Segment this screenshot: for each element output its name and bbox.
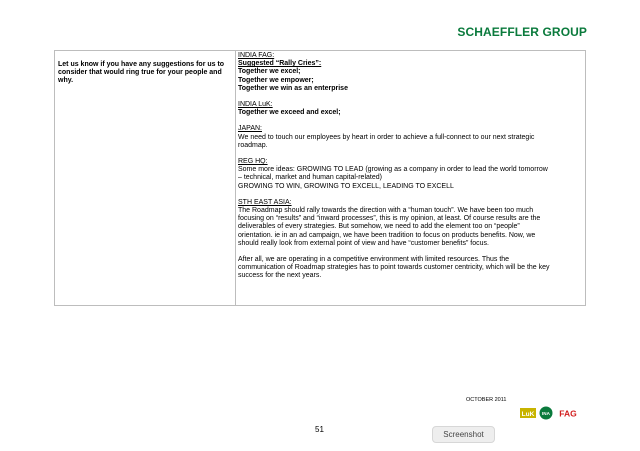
rally-cry-line: Together we empower;: [238, 76, 314, 84]
body-line: After all, we are operating in a competitive environment with limited resources. Thus the: [238, 256, 510, 264]
body-line: orientation. ie in an ad campaign, we have been tradition to focus on products benefits. Now, we: [238, 231, 536, 239]
fag-logo: [559, 409, 577, 419]
luk-logo: [520, 408, 536, 418]
body-line: focusing on “results” and “inward processes”, this is my opinion, at least. Of course results are the: [238, 215, 541, 223]
body-line: Some more ideas: GROWING TO LEAD (growing as a company in order to lead the world tomorrow: [238, 166, 548, 174]
section-heading: STH EAST ASIA:: [238, 198, 292, 206]
column-divider: [235, 51, 236, 305]
body-line: deliverables of every strategies. But somehow, we need to add the element too on “people”: [238, 223, 520, 231]
content-table: [54, 50, 586, 306]
ina-logo: [540, 407, 553, 420]
question-cell: Let us know if you have any suggestions for us to consider that would ring true for your people and why.: [58, 61, 225, 85]
section-heading: INDIA LuK:: [238, 101, 273, 109]
rally-cry-line: Together we exceed and excel;: [238, 109, 341, 117]
brand-logos: [520, 406, 580, 420]
body-line: The Roadmap should rally towards the direction with a “human touch”. We have been too much: [238, 207, 534, 215]
rally-cry-line: Together we win as an enterprise: [238, 84, 348, 92]
page-number: 51: [315, 425, 324, 434]
body-line: should really look from external point of view and have “customer benefits” focus.: [238, 239, 489, 247]
section-heading: JAPAN:: [238, 125, 262, 133]
body-line: – technical, market and human capital-related): [238, 174, 382, 182]
rally-cry-line: Together we excel;: [238, 68, 301, 76]
section-india-luk: [238, 101, 583, 117]
brand-logo-text: SCHAEFFLER GROUP: [457, 25, 587, 39]
screenshot-tooltip: Screenshot: [432, 426, 495, 443]
svg-text:INA: INA: [542, 411, 550, 416]
section-japan: [238, 125, 583, 150]
body-line: communication of Roadmap strategies has to point towards customer centricity, which will be the key: [238, 264, 550, 272]
section-india-fag: [238, 52, 583, 93]
body-line: success for the next years.: [238, 272, 322, 280]
answer-cell: [238, 52, 583, 289]
body-line: GROWING TO WIN, GROWING TO EXCELL, LEADING TO EXCELL: [238, 182, 454, 190]
svg-text:FAG: FAG: [559, 408, 577, 419]
section-reg-hq: [238, 158, 583, 191]
document-date: OCTOBER 2011: [466, 397, 507, 403]
svg-text:LuK: LuK: [521, 411, 535, 418]
section-sth-east-asia-conclusion: [238, 256, 583, 281]
section-heading: REG HQ:: [238, 158, 268, 166]
body-line: roadmap.: [238, 141, 268, 149]
body-line: We need to touch our employees by heart in order to achieve a full-connect to our next strategic: [238, 133, 535, 141]
section-sth-east-asia: [238, 199, 583, 248]
section-subheading: Suggested “Rally Cries”:: [238, 60, 322, 68]
section-heading: INDIA FAG:: [238, 52, 275, 59]
